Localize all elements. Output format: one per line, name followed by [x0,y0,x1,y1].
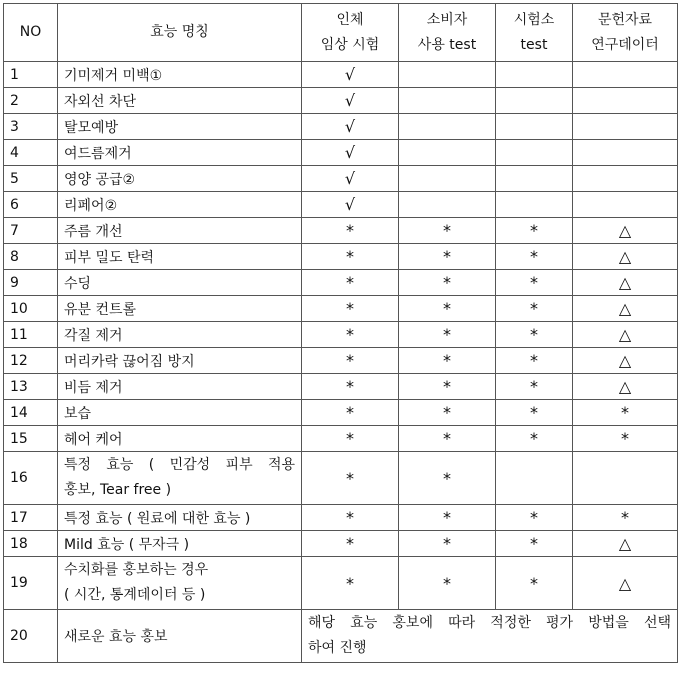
row-consumer-mark [399,114,496,140]
table-row [4,166,678,192]
row-lab-mark [496,114,573,140]
row-lab-mark [496,140,573,166]
row-no: 7 [4,218,58,244]
row-consumer-mark: * [399,452,496,505]
row-efficacy-name [58,452,302,505]
row-clinical-mark: * [302,531,399,557]
table-row [4,62,678,88]
header-consumer-line2: 사용 test [417,36,477,53]
table-row [4,426,678,452]
row-consumer-mark: * [399,296,496,322]
table-row [4,88,678,114]
row-clinical-mark: √ [302,62,399,88]
row-no: 4 [4,140,58,166]
header-lab [496,4,573,62]
row-literature-mark: △ [573,348,678,374]
row-consumer-mark [399,140,496,166]
row-evaluation-note-line: 해당 효능 홍보에 따라 적정한 평가 방법을 선택 [308,615,671,631]
row-efficacy-name-line: 특정 효능 ( 민감성 피부 적용 [64,457,295,473]
header-consumer-line1: 소비자 [426,11,468,28]
row-literature-mark: △ [573,244,678,270]
row-no: 11 [4,322,58,348]
row-lab-mark [496,166,573,192]
row-no: 14 [4,400,58,426]
row-literature-mark [573,192,678,218]
row-literature-mark: △ [573,322,678,348]
row-literature-mark [573,114,678,140]
row-no: 15 [4,426,58,452]
table-row [4,348,678,374]
row-efficacy-name: 머리카락 끊어짐 방지 [58,348,302,374]
row-clinical-mark: * [302,296,399,322]
header-lab-line1: 시험소 [513,11,555,28]
row-lab-mark: * [496,426,573,452]
row-consumer-mark: * [399,557,496,610]
row-clinical-mark: * [302,244,399,270]
header-clinical-line2: 임상 시험 [320,36,380,53]
row-clinical-mark: * [302,426,399,452]
row-consumer-mark [399,166,496,192]
row-consumer-mark: * [399,270,496,296]
row-efficacy-name-line: 홍보, Tear free ) [64,482,172,498]
row-lab-mark [496,62,573,88]
row-clinical-mark: * [302,374,399,400]
row-consumer-mark: * [399,426,496,452]
row-no: 8 [4,244,58,270]
header-lab-line2: test [520,36,548,53]
header-literature [573,4,678,62]
header-consumer [399,4,496,62]
row-no: 16 [4,452,58,505]
row-lab-mark: * [496,374,573,400]
row-clinical-mark: √ [302,88,399,114]
row-efficacy-name: 비듬 제거 [58,374,302,400]
row-lab-mark: * [496,400,573,426]
header-literature-line2: 연구데이터 [591,36,659,53]
row-literature-mark [573,140,678,166]
row-no: 18 [4,531,58,557]
row-lab-mark: * [496,531,573,557]
row-no: 9 [4,270,58,296]
row-clinical-mark: * [302,348,399,374]
row-no: 20 [4,610,58,663]
row-consumer-mark: * [399,244,496,270]
row-lab-mark: * [496,322,573,348]
row-lab-mark: * [496,244,573,270]
row-literature-mark [573,88,678,114]
table-row [4,322,678,348]
row-literature-mark: △ [573,374,678,400]
row-lab-mark [496,88,573,114]
header-row [4,4,678,62]
row-literature-mark: * [573,505,678,531]
row-literature-mark: △ [573,531,678,557]
row-efficacy-name: 기미제거 미백① [58,62,302,88]
table-row [4,452,678,505]
row-consumer-mark: * [399,531,496,557]
row-lab-mark [496,452,573,505]
efficacy-evaluation-table [3,3,678,663]
row-no: 1 [4,62,58,88]
header-no: NO [4,4,58,62]
row-no: 13 [4,374,58,400]
row-efficacy-name: 유분 컨트롤 [58,296,302,322]
table-row [4,140,678,166]
row-efficacy-name: 탈모예방 [58,114,302,140]
row-evaluation-note-line: 하여 진행 [308,640,367,656]
row-efficacy-name: Mild 효능 ( 무자극 ) [58,531,302,557]
table-row [4,505,678,531]
row-literature-mark [573,62,678,88]
row-clinical-mark: √ [302,192,399,218]
table-row [4,400,678,426]
table-row [4,296,678,322]
row-efficacy-name: 여드름제거 [58,140,302,166]
row-consumer-mark: * [399,218,496,244]
row-consumer-mark: * [399,374,496,400]
header-clinical-line1: 인체 [336,11,364,28]
row-efficacy-name: 영양 공급② [58,166,302,192]
row-no: 12 [4,348,58,374]
row-efficacy-name: 피부 밀도 탄력 [58,244,302,270]
row-no: 6 [4,192,58,218]
row-efficacy-name-line: ( 시간, 통계데이터 등 ) [64,587,206,603]
row-literature-mark: * [573,426,678,452]
row-efficacy-name-line: 수치화를 홍보하는 경우 [64,562,209,578]
row-consumer-mark [399,192,496,218]
row-lab-mark [496,192,573,218]
row-consumer-mark [399,62,496,88]
table-row [4,218,678,244]
row-literature-mark: * [573,400,678,426]
row-efficacy-name: 보습 [58,400,302,426]
row-lab-mark: * [496,505,573,531]
row-clinical-mark: * [302,322,399,348]
header-literature-line1: 문헌자료 [597,11,653,28]
row-clinical-mark: √ [302,114,399,140]
row-efficacy-name: 헤어 케어 [58,426,302,452]
row-no: 2 [4,88,58,114]
table-row [4,610,678,663]
row-efficacy-name: 새로운 효능 홍보 [58,610,302,663]
table-row [4,557,678,610]
row-clinical-mark: * [302,270,399,296]
row-no: 5 [4,166,58,192]
row-clinical-mark: * [302,218,399,244]
row-efficacy-name: 자외선 차단 [58,88,302,114]
row-lab-mark: * [496,270,573,296]
row-literature-mark [573,166,678,192]
row-clinical-mark: * [302,557,399,610]
row-literature-mark [573,452,678,505]
row-consumer-mark: * [399,322,496,348]
row-no: 19 [4,557,58,610]
table-row [4,192,678,218]
row-clinical-mark: * [302,505,399,531]
row-consumer-mark: * [399,348,496,374]
row-literature-mark: △ [573,557,678,610]
row-clinical-mark: √ [302,166,399,192]
row-efficacy-name: 수딩 [58,270,302,296]
row-efficacy-name: 리페어② [58,192,302,218]
row-lab-mark: * [496,218,573,244]
row-literature-mark: △ [573,296,678,322]
row-efficacy-name: 주름 개선 [58,218,302,244]
row-no: 3 [4,114,58,140]
row-clinical-mark: √ [302,140,399,166]
row-no: 10 [4,296,58,322]
row-lab-mark: * [496,348,573,374]
row-literature-mark: △ [573,218,678,244]
header-name: 효능 명칭 [58,4,302,62]
table-row [4,374,678,400]
row-evaluation-note [302,610,678,663]
table-row [4,114,678,140]
header-clinical [302,4,399,62]
row-efficacy-name: 각질 제거 [58,322,302,348]
row-lab-mark: * [496,557,573,610]
row-efficacy-name: 특정 효능 ( 원료에 대한 효능 ) [58,505,302,531]
row-consumer-mark: * [399,505,496,531]
table-row [4,270,678,296]
row-consumer-mark: * [399,400,496,426]
row-literature-mark: △ [573,270,678,296]
table-row [4,244,678,270]
row-no: 17 [4,505,58,531]
row-efficacy-name [58,557,302,610]
table-row [4,531,678,557]
row-clinical-mark: * [302,400,399,426]
row-clinical-mark: * [302,452,399,505]
row-lab-mark: * [496,296,573,322]
row-consumer-mark [399,88,496,114]
